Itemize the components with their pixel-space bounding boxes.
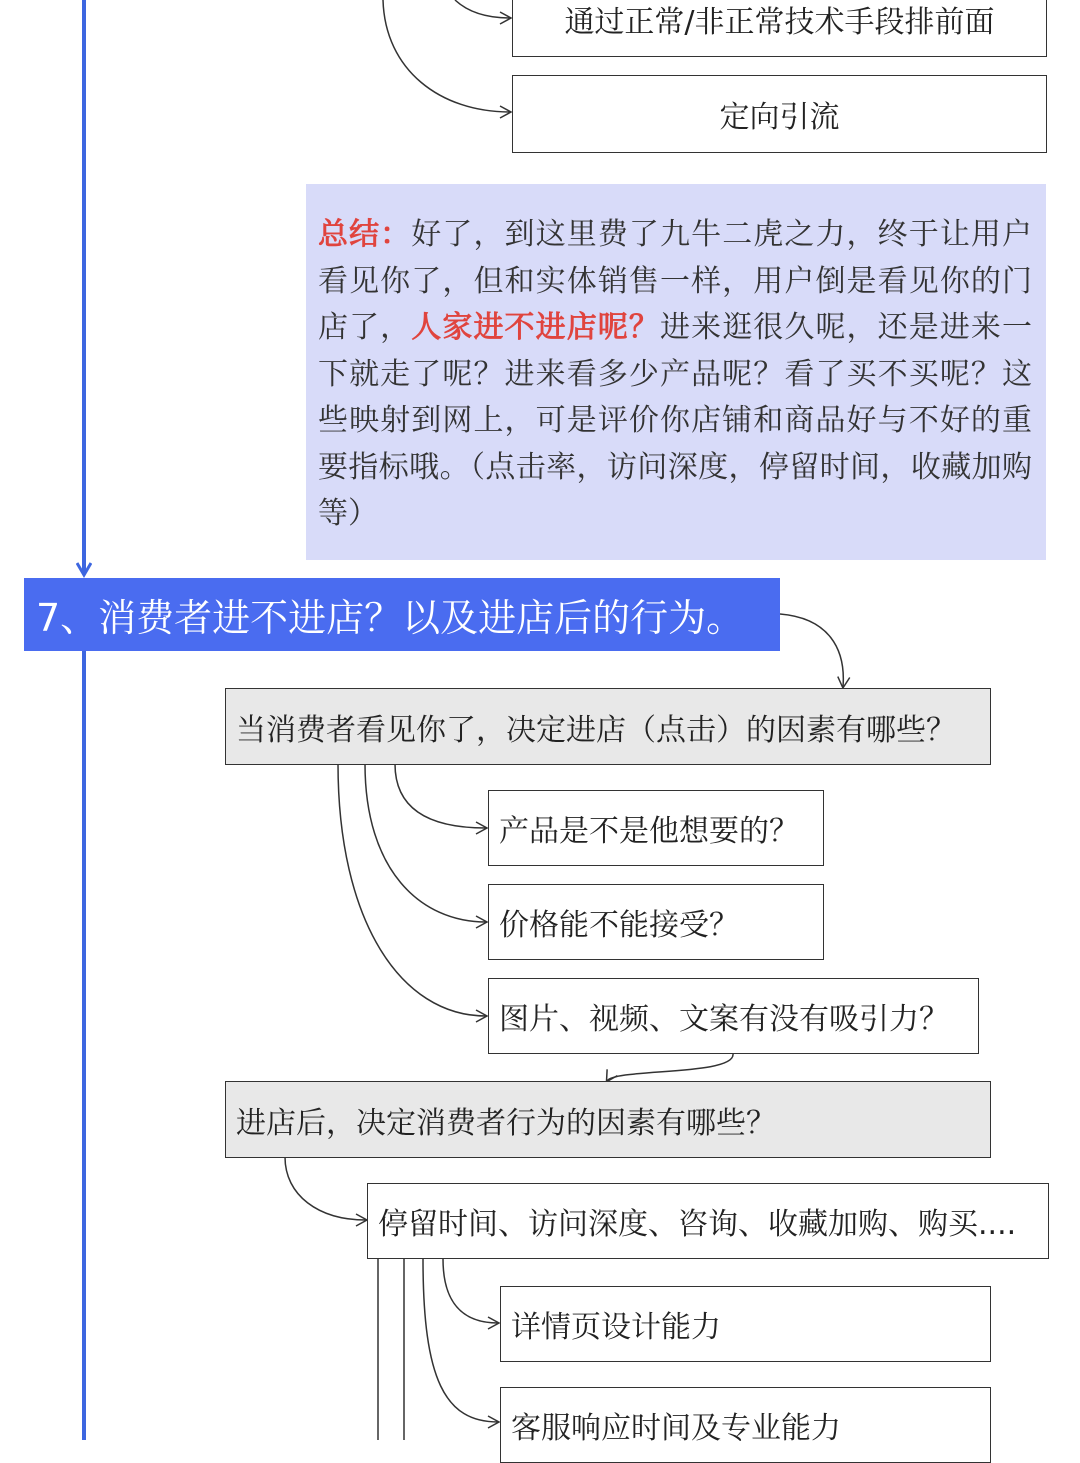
question2-behavior-box [367, 1183, 1049, 1259]
question1-child-price [488, 884, 824, 960]
connector-header-q1 [780, 614, 843, 687]
summary-highlight: 人家进不进店呢？ [411, 310, 661, 345]
question1-child-product [488, 790, 824, 866]
question1-child-price-label: 价格能不能接受？ [499, 908, 739, 943]
connector-q1-child2 [365, 764, 486, 922]
section-header [24, 578, 780, 651]
connector-child-factor1 [443, 1259, 498, 1323]
question1-box [225, 688, 991, 765]
connector-child-factor2 [423, 1259, 498, 1422]
question2-box [225, 1081, 991, 1158]
question1-child-media-label: 图片、视频、文案有没有吸引力？ [499, 1002, 949, 1037]
question2-behavior-label: 停留时间、访问深度、咨询、收藏加购、购买.... [378, 1207, 1017, 1242]
top-box-traffic [512, 75, 1047, 153]
connector-child3-q2 [607, 1054, 733, 1081]
summary-note [306, 184, 1046, 560]
factor-detail-page [500, 1286, 991, 1362]
question1-child-product-label: 产品是不是他想要的？ [499, 814, 799, 849]
connector-q2-child [285, 1157, 366, 1220]
summary-text-part1: 好了，到这里费了九牛二虎之力，终于让用户看见你了，但和实体销售一样，用户倒是看见你的门店了， [318, 217, 1033, 345]
connector-q1-child1 [395, 764, 486, 828]
summary-label: 总结： [318, 217, 412, 252]
factor-customer-service [500, 1387, 991, 1463]
factor-customer-service-label: 客服响应时间及专业能力 [511, 1411, 841, 1446]
connector-top-1 [455, 0, 510, 18]
factor-detail-page-label: 详情页设计能力 [511, 1310, 721, 1345]
summary-text-part2: 进来逛很久呢，还是进来一下就走了呢？进来看多少产品呢？看了买不买呢？这些映射到网上，可是评价你店铺和商品好与不好的重要指标哦。（点击率，访问深度，停留时间，收藏加购等） [318, 310, 1033, 531]
question1-child-media [488, 978, 979, 1054]
top-box-technical [512, 0, 1047, 57]
top-box-technical-label: 通过正常/非正常技术手段排前面 [564, 4, 995, 40]
connector-q1-child3 [338, 764, 486, 1016]
section-title: 7、消费者进不进店？以及进店后的行为。 [36, 596, 745, 640]
question1-text: 当消费者看见你了，决定进店（点击）的因素有哪些？ [236, 712, 956, 748]
top-box-traffic-label: 定向引流 [719, 100, 840, 135]
question2-text: 进店后，决定消费者行为的因素有哪些？ [236, 1105, 776, 1141]
